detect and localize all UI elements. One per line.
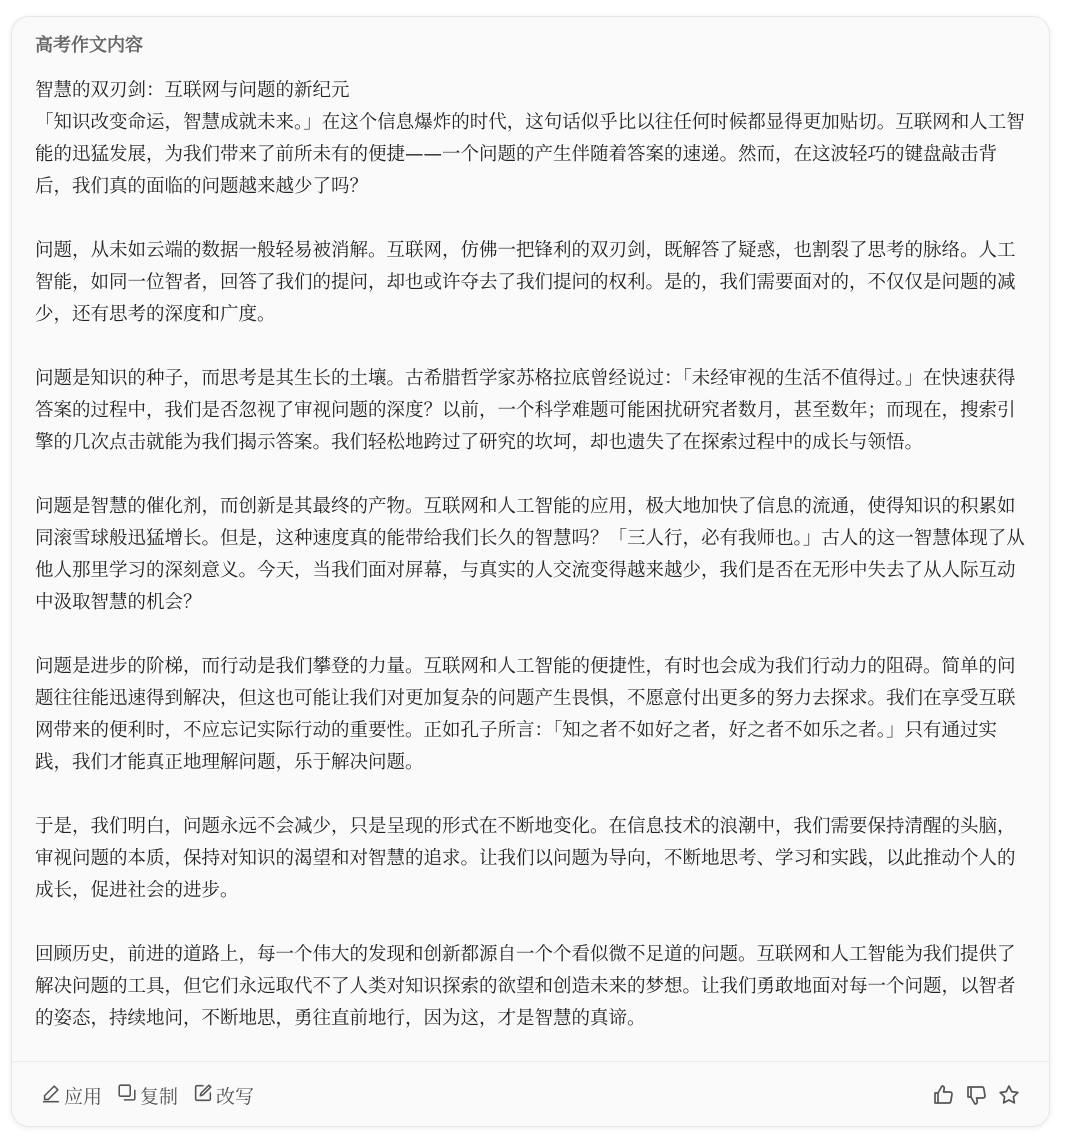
essay-paragraph-1: 「知识改变命运，智慧成就未来。」在这个信息爆炸的时代，这句话似乎比以往任何时候都显得更加贴切。互联网和人工智能的迅猛发展，为我们带来了前所未有的便捷——一个问题的产生伴随着答案的速递。然而，在这波轻巧的键盘敲击背后，我们真的面临的问题越来越少了吗？ bbox=[35, 112, 1025, 197]
essay-paragraph-3: 问题是知识的种子，而思考是其生长的土壤。古希腊哲学家苏格拉底曾经说过：「未经审视的生活不值得过。」在快速获得答案的过程中，我们是否忽视了审视问题的深度？以前，一个科学难题可能困扰研究者数月，甚至数年；而现在，搜索引擎的几次点击就能为我们揭示答案。我们轻松地跨过了研究的坎坷，却也遗失了在探索过程中的成长与领悟。 bbox=[35, 368, 1016, 453]
copy-button[interactable] bbox=[116, 1082, 178, 1109]
apply-button[interactable] bbox=[40, 1082, 102, 1109]
essay-paragraph-4: 问题是智慧的催化剂，而创新是其最终的产物。互联网和人工智能的应用，极大地加快了信息的流通，使得知识的积累如同滚雪球般迅猛增长。但是，这种速度真的能带给我们长久的智慧吗？「三人行，必有我师也。」古人的这一智慧体现了从他人那里学习的深刻意义。今天，当我们面对屏幕，与真实的人交流变得越来越少，我们是否在无形中失去了从人际互动中汲取智慧的机会？ bbox=[35, 496, 1025, 613]
essay-paragraph-6: 于是，我们明白，问题永远不会减少，只是呈现的形式在不断地变化。在信息技术的浪潮中，我们需要保持清醒的头脑，审视问题的本质，保持对知识的渴望和对智慧的追求。让我们以问题为导向，不断地思考、学习和实践，以此推动个人的成长，促进社会的进步。 bbox=[35, 816, 1016, 901]
pencil-icon bbox=[40, 1082, 64, 1109]
edit-box-icon bbox=[192, 1082, 216, 1109]
essay-paragraph-5: 问题是进步的阶梯，而行动是我们攀登的力量。互联网和人工智能的便捷性，有时也会成为我们行动力的阻碍。简单的问题往往能迅速得到解决，但这也可能让我们对更加复杂的问题产生畏惧，不愿意付出更多的努力去探求。我们在享受互联网带来的便利时，不应忘记实际行动的重要性。正如孔子所言：「知之者不如好之者，好之者不如乐之者。」只有通过实践，我们才能真正地理解问题，乐于解决问题。 bbox=[35, 656, 1016, 773]
thumbs-down-icon[interactable] bbox=[964, 1083, 988, 1107]
feedback-bar bbox=[922, 1083, 1021, 1107]
rewrite-button[interactable] bbox=[192, 1082, 254, 1109]
star-icon[interactable] bbox=[997, 1083, 1021, 1107]
rewrite-label: 改写 bbox=[216, 1086, 255, 1108]
essay-title: 智慧的双刃剑：互联网与问题的新纪元 bbox=[35, 80, 350, 101]
action-bar bbox=[40, 1082, 268, 1109]
apply-label: 应用 bbox=[64, 1086, 103, 1108]
card-footer bbox=[12, 1062, 1049, 1127]
essay-paragraph-7: 回顾历史，前进的道路上，每一个伟大的发现和创新都源自一个个看似微不足道的问题。互联网和人工智能为我们提供了解决问题的工具，但它们永远取代不了人类对知识探索的欲望和创造未来的梦想。让我们勇敢地面对每一个问题，以智者的姿态，持续地问，不断地思，勇往直前地行，因为这，才是智慧的真谛。 bbox=[35, 944, 1016, 1029]
thumbs-up-icon[interactable] bbox=[931, 1083, 955, 1107]
essay-paragraph-2: 问题，从未如云端的数据一般轻易被消解。互联网，仿佛一把锋利的双刃剑，既解答了疑惑，也割裂了思考的脉络。人工智能，如同一位智者，回答了我们的提问，却也或许夺去了我们提问的权利。是的，我们需要面对的，不仅仅是问题的减少，还有思考的深度和广度。 bbox=[35, 240, 1016, 325]
essay-content bbox=[35, 75, 1030, 1035]
essay-card bbox=[11, 16, 1050, 1127]
copy-icon bbox=[116, 1082, 140, 1109]
copy-label: 复制 bbox=[140, 1086, 179, 1108]
card-header: 高考作文内容 bbox=[35, 35, 143, 56]
